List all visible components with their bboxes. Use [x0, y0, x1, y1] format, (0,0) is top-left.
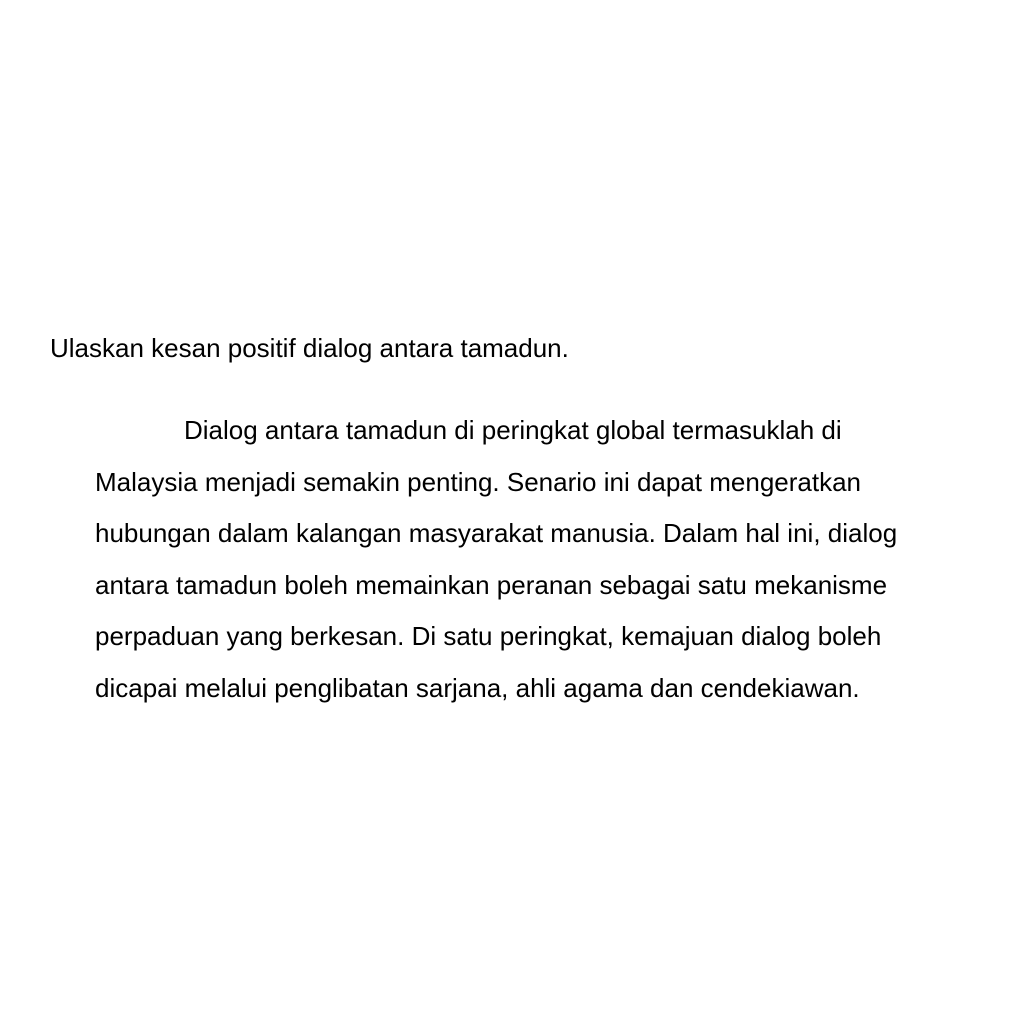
answer-line-3: hubungan dalam kalangan masyarakat manusia. Dalam hal ini, dialog — [95, 518, 898, 548]
answer-line-1: Dialog antara tamadun di peringkat global termasuklah di — [184, 415, 842, 445]
answer-line-2: Malaysia menjadi semakin penting. Senario ini dapat mengeratkan — [95, 466, 861, 497]
answer-line-4: antara tamadun boleh memainkan peranan sebagai satu mekanisme — [95, 569, 888, 600]
answer-line-6: dicapai melalui penglibatan sarjana, ahli agama dan cendekiawan. — [95, 672, 860, 703]
answer-paragraph — [95, 405, 897, 714]
question-heading: Ulaskan kesan positif dialog antara tamadun. — [50, 333, 569, 363]
answer-line-5: perpaduan yang berkesan. Di satu peringkat, kemajuan dialog boleh — [95, 621, 882, 651]
